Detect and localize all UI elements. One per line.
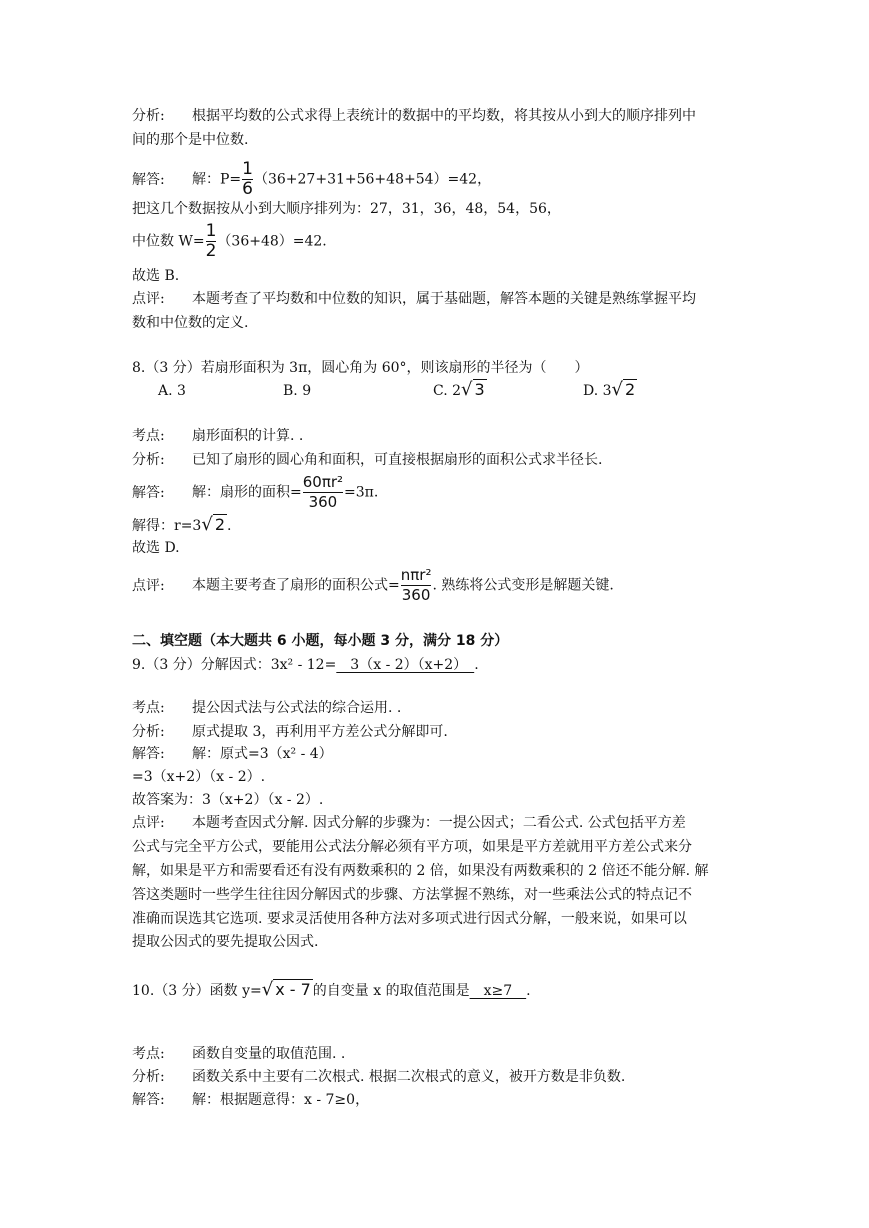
topic-text: 函数自变量的取值范围. . (192, 1046, 346, 1062)
topic-label: 考点: (132, 1046, 165, 1062)
q7-median (132, 223, 327, 260)
topic-label: 考点: (132, 700, 165, 716)
q10-topic (132, 1044, 345, 1064)
q9-comment-cont: 准确而误选其它选项. 要求灵活使用各种方法对多项式进行因式分解，一般来说，如果可以 (132, 911, 687, 927)
sqrt-sign: √ x - 7 (261, 979, 311, 1000)
q8-options (158, 380, 637, 401)
option-c: C. 2√ 3 (433, 379, 485, 400)
sqrt-sign: √ 2 (201, 514, 226, 535)
q9-solution (132, 744, 333, 764)
q10-solution (132, 1090, 369, 1110)
comment-label: 点评: (132, 291, 165, 307)
solution-label: 解答: (132, 484, 165, 501)
sqrt-sign: √ 3 (461, 379, 485, 400)
fraction-one-half: $\frac{1}{2}$ (205, 221, 217, 261)
solution-pre: 解：扇形的面积= (192, 484, 302, 501)
analysis-text: 已知了扇形的圆心角和面积，可直接根据扇形的面积公式求半径长. (192, 452, 603, 468)
sector-area-fraction: $\frac{\text{60πr²}}{360}$ (302, 473, 344, 511)
solution-pre: 解：P= (192, 171, 242, 188)
sqrt-sign: √ 2 (611, 379, 636, 400)
median-post: （36+48）=42. (217, 233, 327, 250)
solution-post: =3π. (344, 484, 379, 501)
solution-label: 解答: (132, 1092, 165, 1108)
q10-question: 10.（3 分）函数 y=√ x - 7 的自变量 x 的取值范围是 x≥7 . (132, 979, 531, 1000)
solution-label: 解答: (132, 171, 165, 188)
q10-analysis (132, 1067, 625, 1087)
q9-topic (132, 698, 401, 718)
q8-analysis (132, 450, 602, 470)
comment-pre: 本题主要考查了扇形的面积公式= (192, 577, 400, 594)
solution-text: 解：根据题意得：x - 7≥0， (192, 1092, 370, 1108)
q8-topic (132, 426, 303, 446)
q9-comment-cont: 解，如果是平方和需要看还有没有两数乘积的 2 倍，如果没有两数乘积的 2 倍还不能分解. 解 (132, 863, 709, 879)
q7-analysis-cont: 间的那个是中位数. (132, 132, 249, 148)
comment-text: 本题考查因式分解. 因式分解的步骤为：一提公因式；二看公式. 公式包括平方差 (192, 815, 686, 831)
q9-step: =3（x+2）（x - 2）. (132, 769, 266, 785)
analysis-text: 函数关系中主要有二次根式. 根据二次根式的意义，被开方数是非负数. (192, 1069, 626, 1085)
q9-comment (132, 813, 686, 833)
q8-choice: 故选 D. (132, 540, 180, 556)
q9-comment-cont: 公式与完全平方公式，要能用公式法分解必须有平方项，如果是平方差就用平方差公式来分 (132, 839, 692, 855)
comment-text: 本题考查了平均数和中位数的知识，属于基础题，解答本题的关键是熟练掌握平均 (192, 291, 696, 307)
solution-label: 解答: (132, 746, 165, 762)
q8-result: 解得：r=3√ 2 . (132, 514, 232, 535)
q7-analysis (132, 106, 696, 126)
q8-question: 8.（3 分）若扇形面积为 3π，圆心角为 60°，则该扇形的半径为（ ） (132, 360, 589, 376)
q9-comment-cont: 答这类题时一些学生往往因分解因式的步骤、方法掌握不熟练，对一些乘法公式的特点记不 (132, 887, 692, 903)
q7-choice: 故选 B. (132, 268, 180, 284)
comment-label: 点评: (132, 815, 165, 831)
topic-label: 考点: (132, 428, 165, 444)
comment-label: 点评: (132, 577, 165, 594)
q9-answer: 3（x - 2）（x+2） (336, 657, 475, 673)
analysis-label: 分析: (132, 452, 165, 468)
fraction-one-sixth: $\frac{1}{6}$ (242, 159, 253, 199)
comment-post: . 熟练将公式变形是解题关键. (432, 577, 614, 594)
q7-solution (132, 161, 491, 198)
q9-final: 故答案为：3（x+2）（x - 2）. (132, 792, 324, 808)
analysis-text: 原式提取 3，再利用平方差公式分解即可. (192, 724, 448, 740)
topic-text: 提公因式法与公式法的综合运用. . (192, 700, 402, 716)
solution-post: （36+27+31+56+48+54）=42， (253, 171, 492, 188)
analysis-label: 分析: (132, 108, 165, 124)
analysis-label: 分析: (132, 1069, 165, 1085)
median-pre: 中位数 W= (132, 233, 205, 250)
q9-comment-cont: 提取公因式的要先提取公因式. (132, 934, 319, 950)
option-a: A. 3 (158, 383, 186, 399)
analysis-text: 根据平均数的公式求得上表统计的数据中的平均数，将其按从小到大的顺序排列中 (192, 108, 696, 124)
q9-analysis (132, 722, 448, 742)
sector-area-formula: $\frac{\text{nπr²}}{360}$ (400, 566, 432, 604)
option-b: B. 9 (283, 383, 312, 399)
q8-comment (132, 567, 614, 604)
solution-text: 解：原式=3（x² - 4） (192, 746, 333, 762)
q7-order-line: 把这几个数据按从小到大顺序排列为：27，31，36，48，54，56， (132, 201, 561, 217)
q8-solution (132, 474, 378, 511)
section-heading: 二、填空题（本大题共 6 小题，每小题 3 分，满分 18 分） (132, 633, 509, 649)
q9-question: 9.（3 分）分解因式：3x² - 12= 3（x - 2）（x+2） . (132, 657, 479, 673)
q10-answer: x≥7 (469, 983, 527, 999)
option-d: D. 3√ 2 (583, 379, 636, 400)
q7-comment (132, 289, 696, 309)
topic-text: 扇形面积的计算. . (192, 428, 304, 444)
analysis-label: 分析: (132, 724, 165, 740)
q7-comment-cont: 数和中位数的定义. (132, 315, 249, 331)
